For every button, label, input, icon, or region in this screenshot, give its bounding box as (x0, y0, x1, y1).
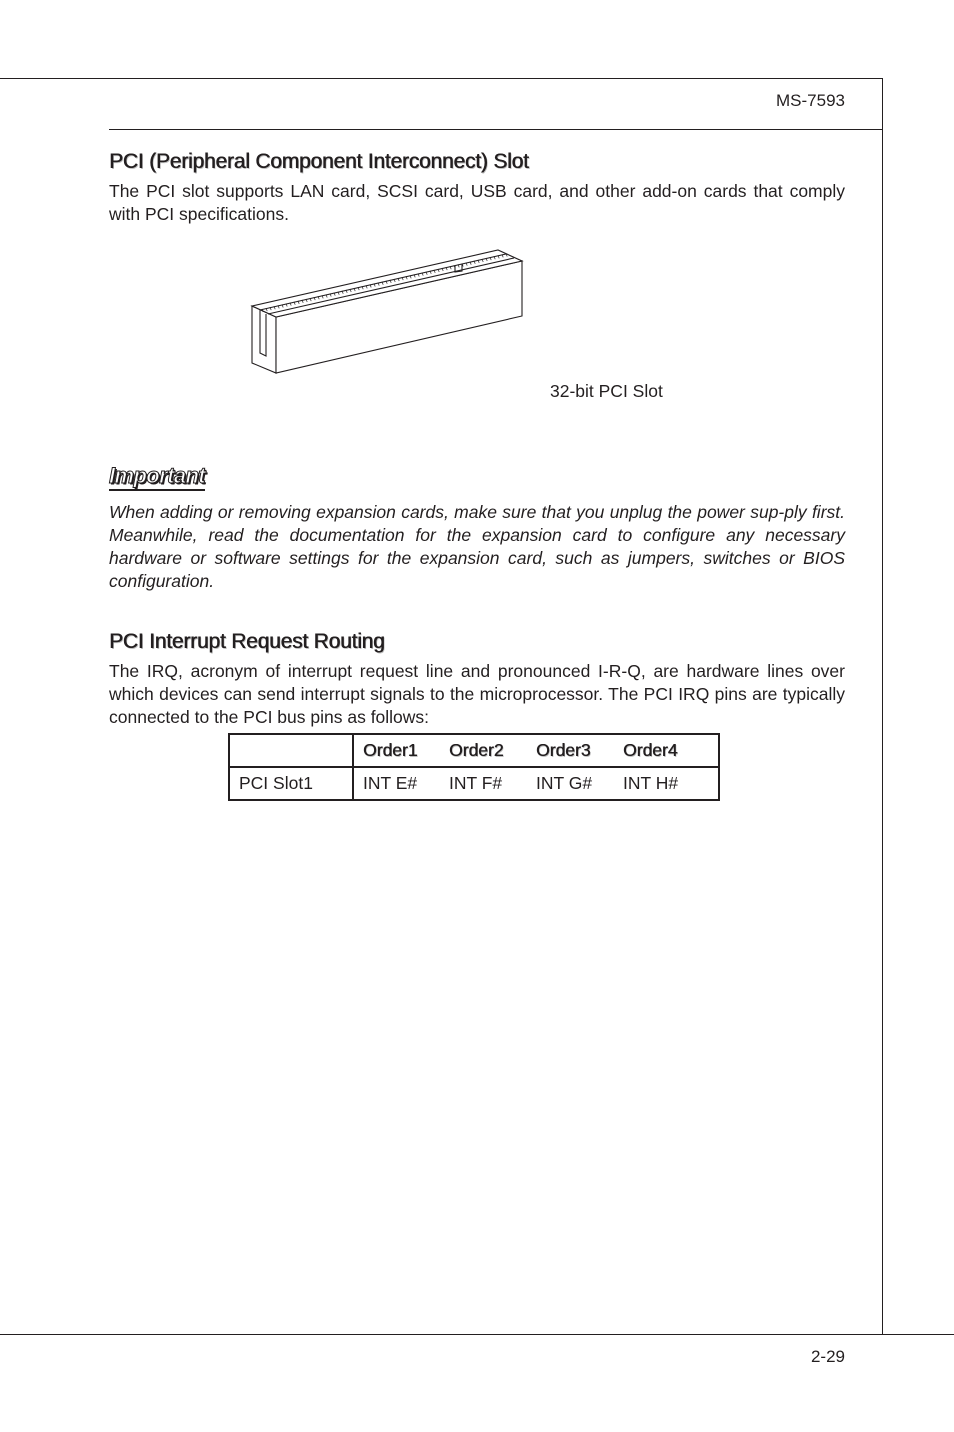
irq-description: The IRQ, acronym of interrupt request line and pronounced I-R-Q, are hardware lines over which devices can send interrupt signals to the microprocessor. The PCI IRQ pins are typically connected to the PCI bus pins as follows: (109, 661, 845, 727)
right-margin-rule (882, 78, 883, 1335)
pci-slot-illustration (250, 248, 525, 376)
table-header-cell: Order1 (363, 740, 418, 760)
pci-slot-label: 32-bit PCI Slot (550, 381, 663, 401)
model-number: MS-7593 (776, 91, 845, 110)
table-cell: INT G# (536, 773, 593, 793)
table-header-cell: Order3 (536, 740, 591, 760)
table-header-cell (229, 734, 353, 767)
table-header-cell: Order4 (623, 740, 678, 760)
important-note (109, 464, 845, 593)
table-cell: INT F# (449, 773, 503, 793)
pci-slot-figure (109, 226, 845, 426)
table-cell: INT H# (623, 773, 679, 793)
important-body: When adding or removing expansion cards, make sure that you unplug the power sup-ply first. Meanwhile, read the documentation for the expansion card to configure any necessary hardware or software settings for the expansion card, such as jumpers, switches or BIOS configuration. (109, 502, 845, 591)
table-cell: INT E# (363, 773, 418, 793)
table-row (229, 767, 719, 800)
irq-heading: PCI Interrupt Request Routing (109, 630, 385, 653)
pci-slot-heading: PCI (Peripheral Component Interconnect) Slot (109, 150, 529, 173)
page-content (109, 150, 845, 729)
bottom-rule (0, 1334, 954, 1335)
top-rule (0, 78, 883, 79)
table-cell: PCI Slot1 (229, 767, 353, 800)
important-heading: Important (109, 464, 205, 491)
header-rule (109, 129, 883, 130)
page-number: 2-29 (810, 1347, 845, 1366)
pci-slot-description: The PCI slot supports LAN card, SCSI card, USB card, and other add-on cards that comply with PCI specifications. (109, 181, 845, 224)
table-header-row (229, 734, 719, 767)
irq-routing-table (228, 733, 720, 801)
table-header-cell: Order2 (449, 740, 504, 760)
